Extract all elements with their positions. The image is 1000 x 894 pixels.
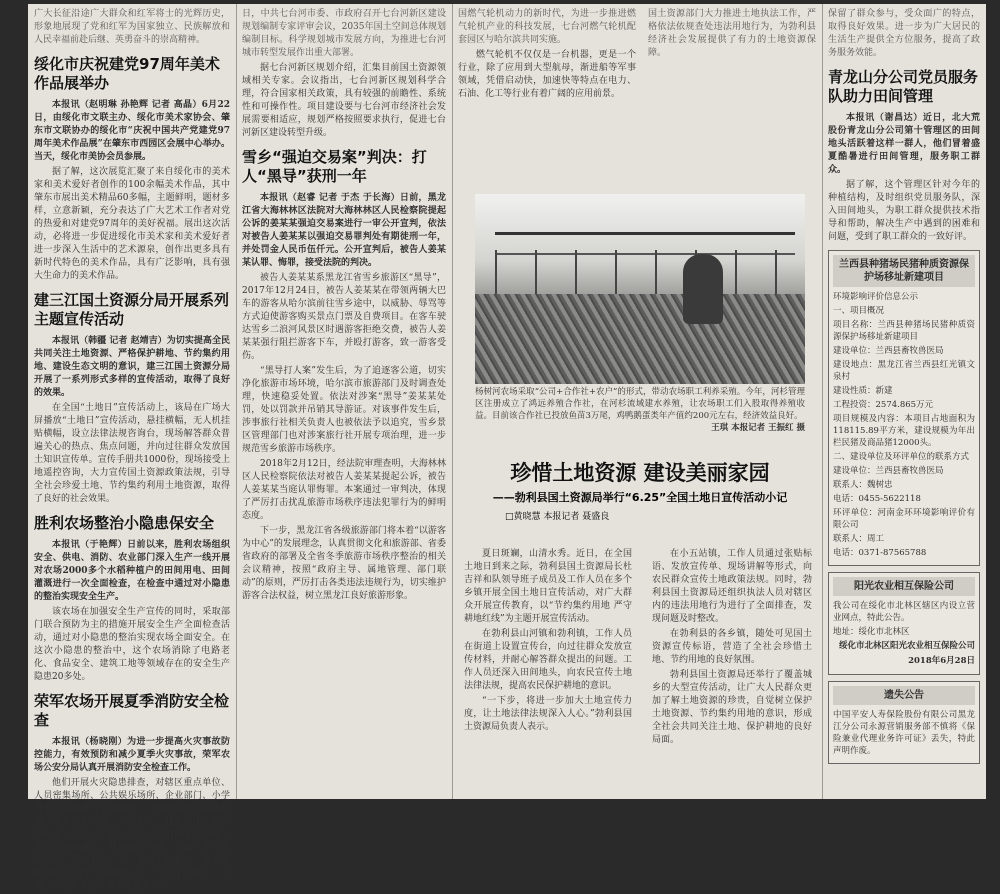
notice-line: 建设地点：黑龙江省兰西县红光镇文泉村	[833, 360, 975, 382]
article-body: 在勃利县山河镇和勃利镇，工作人员在街道上设置宣传台，向过往群众发放宣传材料，并耐心解答群众提出的问题。工作人员还深入田间地头，向农民宣传土地法律法规，提高农民保护耕地的意识。	[464, 629, 632, 691]
feature-title: 珍惜土地资源 建设美丽家园	[510, 461, 770, 485]
notice-line: 联系人：周工	[833, 534, 885, 544]
notice-line: 电话：0455-5622118	[833, 494, 921, 504]
top-fragment: 国燃气轮机动力的新时代，为进一步推进燃气轮机产业的科技发展，七台河燃气轮机配套园区与哈尔滨共同实施。	[458, 9, 636, 45]
notice-line: 二、建设单位及环评单位的联系方式	[833, 452, 970, 462]
notice-line: 电话：0371-87565788	[833, 548, 927, 558]
notice-title: 遗失公告	[833, 686, 975, 705]
article-body: 在勃利县的各乡镇，随处可见国土资源宣传标语，营造了全社会珍惜土地、节约用地的良好氛围。	[652, 629, 812, 665]
intro-fragment: 广大长征沿途广大群众和红军将士的光辉历史，形象地展现了党和红军为国家独立、民族解放和人民幸福前赴后继、英勇奋斗的崇高精神。	[34, 9, 230, 45]
caption-text: 杨树河农场采取“公司+合作社+农户”的形式，带动农场职工利养采殖。今年，河杉管理区注册成立了鸿远养殖合作社，在河杉流域建水养殖，让农场职工们入股取得养殖收益。目前该合作社已投放鱼苗3万尾，鸡鸭鹅蛋类年产值约200元左右，经济效益良好。	[475, 387, 805, 421]
article-body: 在全国“土地日”宣传活动上，该局在广场大屏播放“土地日”宣传活动，悬挂横幅，无人机挂贴横幅，设立法律法规咨询台，现场解答群众普遍关心的热点、焦点问题，并向过往群众发放国土知识宣传单。宣传手册共1000份，现场接受上地遥控咨询，大力宣传国土资源政策法规，引导全社会珍爱土地、节约集约利用土地资源，取得了良好的社会效果。	[34, 403, 230, 504]
notice-line: 环境影响评价信息公示	[833, 292, 919, 302]
notice-line: 建设单位：兰西县畜牧兽医局	[833, 346, 944, 356]
top-fragment: 日，中共七台河市委、市政府召开七台河新区建设规划编制专家评审会议，2035年国土空间总体规划编制目标。科学规划城市发展方向，为推进七台河城市转型发展作出重大部署。	[242, 9, 446, 58]
article-body: “一下步，将进一步加大土地宣传力度，让土地法律法规深入人心。”勃利县国土资源局负责人表示。	[464, 696, 632, 732]
article-body: 据七台河新区规划介绍，汇集目前国土资源领域相关专家。会议指出，七台河新区规划科学合理，符合国家相关政策，具有较强的前瞻性、系统性和可操作性。项目建设要与七台河市经济社会发展需要相适应，规划严格按照要求执行，促进七台河新区建设转型升级。	[242, 63, 446, 138]
article-body: 下一步，黑龙江省各级旅游部门将本着“以游客为中心”的发展理念，认真贯彻文化和旅游部、省委省政府的部署及全省冬季旅游市场秩序整治的相关会议精神，按照“政府主导、属地管理、部门联动”的原则，严厉打击各类违法违规行为，切实维护游客合法权益，树立黑龙江良好旅游形象。	[242, 526, 446, 601]
notice-title: 阳光农业相互保险公司	[833, 577, 975, 596]
notice-line: 联系人：魏树忠	[833, 480, 893, 490]
notice-line: 地址：绥化市北林区	[833, 627, 910, 637]
feature-body-right	[646, 544, 818, 799]
headline-art-exhibition: 绥化市庆祝建党97周年美术作品展举办	[34, 55, 220, 92]
loss-notice-box	[828, 681, 980, 764]
article-lead: 本报讯（赵睿 记者 于杰 于长海）日前，黑龙江省大海林林区法院对大海林林区人民检察院提起公诉的姜某某强迫交易案进行一审公开宣判，依法对被告人姜某某以强迫交易罪判处有期徒刑一年，并处罚金人民币伍仟元。公开宣判后，被告人姜某某认罪、悔罪，接受法院的判决。	[242, 193, 446, 268]
notice-line: 项目名称：兰西县种猪场民猪种质资源保护场移址新建项目	[833, 320, 975, 342]
article-body: 据了解，这次展览汇聚了来自绥化市的美术家和美术爱好者创作的100余幅美术作品，其中肇东市展出美术精品60多幅，主题鲜明，题材多样，立意新颖，充分表达了广大艺术工作者对党的热爱和对建党97周年的美好祝福。展出这次活动，必将进一步促进绥化市美术家和美术爱好者进一步深入生活中的艺术源泉，创作出更多具有新时代特色的美术作品，具有广泛影响，具有强大生命力的美术作品。	[34, 167, 230, 281]
notice-line: 一、项目概况	[833, 306, 885, 316]
article-lead: 本报讯（于艳辉）日前以来，胜利农场组织安全、供电、消防、农业部门深入生产一线开展对农场2000多个水稻种植户的田间用电、田间灌溉进行一次全面检查，在检查中通过对小隐患的整治实现安全生产。	[34, 540, 230, 602]
notice-line: 项目规模及内容：本项目占地面积为118115.89平方米，建设规模为年出栏民猪及商品猪12000头。	[833, 414, 975, 448]
headline-shengli-farm: 胜利农场整治小隐患保安全	[34, 514, 215, 532]
article-lead: 本报讯（赵明琳 孙艳辉 记者 高晶）6月22日，由绥化市文联主办、绥化市美术家协会、肇东市文联协办的绥化市“庆祝中国共产党建党97周年美术作品展”在肇东市西园区会展中心举办。当天，绥化市美协会员参展。	[34, 100, 230, 162]
article-body: “黑导打人案”发生后，为了追逐客公道，切实净化旅游市场环境，哈尔滨市旅游部门及时调查处理，快速稳妥处置。依法对涉案“黑导”姜某某处罚，处以罚款并吊销其导游证。对该事件发生后，涉事旅行社相关负责人也被依法予以追究，雪乡景区管理部门也对涉案旅行社开展专项治理，进一步规范雪乡旅游市场秩序。	[242, 366, 446, 454]
article-body: 被告人姜某某系黑龙江省雪乡旅游区“黑导”，2017年12月24日，被告人姜某某在带领两辆大巴车的游客从哈尔滨前往雪乡途中，以威胁、辱骂等方式迫使游客购买景点门票及自费项目。在客车驶达雪乡二浪河风景区时遇游客拒绝交费，被告人姜某某强行阻拦游客下车，并殴打游客，致一游客受伤。	[242, 273, 446, 361]
notice-line: 建设单位：兰西县畜牧兽医局	[833, 466, 944, 476]
column-2	[236, 4, 452, 799]
article-body: 燃气轮机不仅仅是一台机器，更是一个行业，除了应用到大型航母，渐进船等军事领域，凭借启动快，加速快等特点在电力、石油、化工等行业有着广阔的应用前景。	[458, 50, 636, 99]
article-body: 2018年2月12日，经法院审理查明，大海林林区人民检察院依法对被告人姜某某提起公诉，被告人姜某某当庭认罪悔罪。本案通过一审判决，体现了严厉打击扰乱旅游市场秩序违法犯罪行为的鲜明态度。	[242, 459, 446, 521]
article-lead: 本报讯（杨晓刚）为进一步提高火灾事故防控能力，有效预防和减少夏季火灾事故，荣军农场公安分局认真开展消防安全检查工作。	[34, 737, 230, 773]
photo-caption	[475, 386, 805, 434]
column-1	[28, 4, 236, 892]
newspaper-page	[28, 4, 986, 892]
feature-byline: □黄晓慧 本报记者 聂盛良	[505, 512, 610, 522]
notice-title: 兰西县种猪场民猪种质资源保护场移址新建项目	[833, 255, 975, 287]
article-body: 在小五站镇，工作人员通过张贴标语、发放宣传单、现场讲解等形式，向农民群众宣传土地政策法规。同时，勃利县国土资源局还组织执法人员对辖区内的违法用地行为进行了全面排查，发现问题及时整改。	[652, 549, 812, 624]
notice-line: 环评单位：河南金环环境影响评价有限公司	[833, 508, 975, 530]
headline-rongjun-farm: 荣军农场开展夏季消防安全检查	[34, 692, 230, 729]
notice-signature: 绥化市北林区阳光农业相互保险公司	[838, 641, 975, 651]
farm-worker	[683, 254, 723, 324]
column-5	[822, 4, 986, 799]
notice-date: 2018年6月28日	[908, 656, 975, 666]
notice-line: 工程投资：2574.865万元	[833, 400, 934, 410]
headline-land-resources: 建三江国土资源分局开展系列主题宣传活动	[34, 291, 230, 328]
notice-line: 建设性质：新建	[833, 386, 893, 396]
notice-line: 我公司在绥化市北林区辖区内设立营业网点，特此公告。	[833, 601, 975, 623]
feature-header	[475, 459, 805, 522]
insurance-notice-box	[828, 572, 980, 675]
headline-party-service: 青龙山分公司党员服务队助力田间管理	[828, 68, 979, 105]
article-body: 夏日斑斓，山清水秀。近日，在全国土地日到来之际，勃利县国土资源局长杜吉祥和队领导班子成员及工作人员在多个乡镇开展全国土地日宣传活动，对广大群众开展宣传教育，以“节约集约用地 严守耕地红线”为主题开展宣传活动。	[464, 549, 632, 624]
photo-credit: 王琪 本报记者 王振红 摄	[711, 423, 805, 433]
article-body: 他们开展火灾隐患排查，对辖区重点单位、人员密集场所、公共娱乐场所、企业部门、小学等重点部位进行全面检查，全面开展火灾隐患排查，深入实地走访，对管理区、建筑工地、基层单位进行走访，广泛征求社会对消防安全管理工作的意见和建议。开展消防宣传，采取宣传车巡回宣传、播放公益广告、悬挂消防横幅、发放消防知识宣传单等多种形式，广泛宣传用火、用电、用气防火安全和灭火逃生知识。	[34, 778, 230, 892]
crop-field	[475, 294, 805, 384]
feature-body-left	[458, 544, 638, 799]
feature-subtitle: ——勃利县国土资源局举行“6.25”全国土地日宣传活动小记	[492, 491, 788, 504]
news-photo	[475, 194, 805, 384]
article-body: 勃利县国土资源局还举行了覆盖城乡的大型宣传活动，让广大人民群众更加了解土地资源的珍贵，自觉树立保护土地资源、节约集约用地的意识，形成全社会共同关注土地、保护耕地的良好局面。	[652, 670, 812, 745]
article-lead: 本报讯（谢昌达）近日，北大荒股份青龙山分公司第十管理区的田间地头活跃着这样一群人，他们冒着盛夏酷暑进行田间管理，服务职工群众。	[828, 113, 980, 175]
headline-xuexiang-case: 雪乡“强迫交易案”判决：打人“黑导”获刑一年	[242, 148, 427, 185]
top-fragment: 国土资源部门大力推进土地执法工作，严格依法依规查处违法用地行为，为勃利县经济社会发展提供了有力的土地资源保障。	[648, 9, 816, 58]
article-body: 据了解，这个管理区针对今年的种植结构，及时组织党员服务队，深入田间地头，为职工群众提供技术指导和帮助，解决生产中遇到的困难和问题，受到了职工群众的一致好评。	[828, 180, 980, 242]
article-body: 该农场在加强安全生产宣传的同时，采取部门联合预防为主的措施开展安全生产全面检查活动，通过对小隐患的整治实现农场全面安全。在这次小隐患的整治中，这个农场消除了电路老化、食品安全、建筑工地等领域存在的安全生产隐患20多处。	[34, 607, 230, 682]
notice-line: 中国平安人寿保险股份有限公司黑龙江分公司永源营销服务部不慎将《保险兼业代理业务许可证》丢失，特此声明作废。	[833, 710, 975, 756]
eia-notice-box	[828, 250, 980, 566]
top-fragment: 保留了群众参与，受众面广的特点，取得良好效果。进一步为广大居民的生活生产提供全方位服务，提高了政务服务效能。	[828, 9, 980, 58]
article-lead: 本报讯（韩疆 记者 赵靖吉）为切实提高全民共同关注土地资源、严格保护耕地、节约集约用地、建设生态文明的意识，建三江国土资源分局开展了一系列形式多样的宣传活动，取得了良好的效果。	[34, 336, 230, 398]
